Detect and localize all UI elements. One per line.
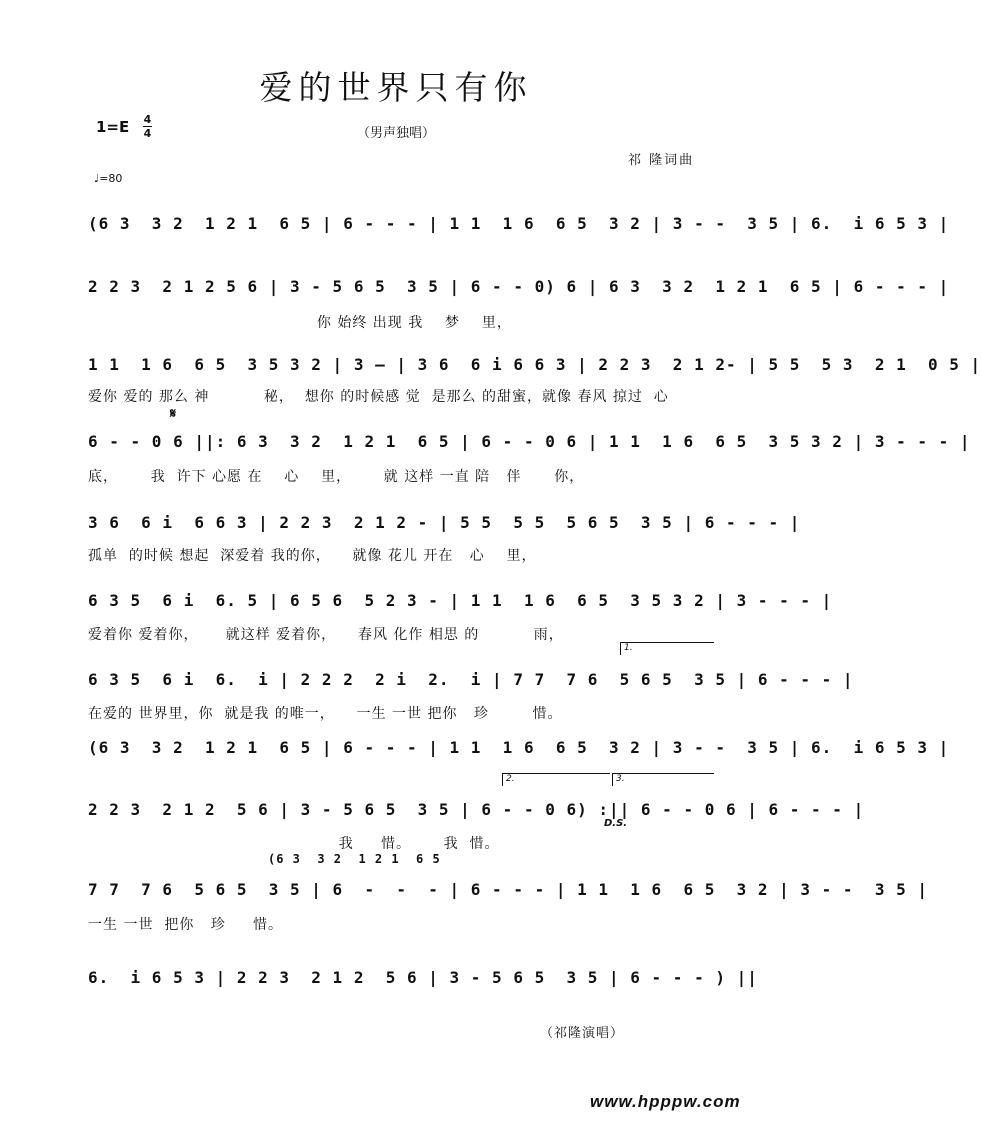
notation-row-8: (6 3 3 2 1 2 1 6 5 | 6 - - - | 1 1 1 6 6 5 3 2 | 3 - - 3 5 | 6. i 6 5 3 | bbox=[88, 738, 950, 757]
lyric-row-2: 你 始终 出现 我 梦 里， bbox=[88, 315, 512, 331]
notation-row-6: 6 3 5 6 i 6. 5 | 6 5 6 5 2 3 - | 1 1 1 6 6 5 3 5 3 2 | 3 - - - | bbox=[88, 591, 833, 610]
notation-row-4: 6 - - 0 6 ||: 6 3 3 2 1 2 1 6 5 | 6 - - 0 6 | 1 1 1 6 6 5 3 5 3 2 | 3 - - - | bbox=[88, 432, 971, 451]
segno-icon: 𝄋 bbox=[170, 406, 177, 422]
lyric-row-6: 爱着你 爱着你， 就这样 爱着你， 春风 化作 相思 的 雨， bbox=[88, 627, 564, 643]
voice-type: （男声独唱） bbox=[356, 126, 435, 141]
lyric-row-3: 爱你 爱的 那么 神 秘， 想你 的时候感 觉 是那么 的甜蜜，就像 春风 掠过 心 bbox=[88, 389, 669, 405]
tempo-mark: ♩=80 bbox=[94, 172, 123, 185]
notation-row-7: 6 3 5 6 i 6. i | 2 2 2 2 i 2. i | 7 7 7 6 5 6 5 3 5 | 6 - - - | bbox=[88, 670, 854, 689]
lyric-row-7: 在爱的 世界里，你 就是我 的唯一， 一生 一世 把你 珍 惜。 bbox=[88, 706, 563, 722]
volta-1: 1. bbox=[620, 642, 714, 655]
lyric-row-9: 我 惜。 我 惜。 bbox=[88, 836, 500, 852]
notation-row-9: 2 2 3 2 1 2 5 6 | 3 - 5 6 5 3 5 | 6 - - 0 6) :|| 6 - - 0 6 | 6 - - - | bbox=[88, 800, 865, 819]
volta-3: 3. bbox=[612, 773, 714, 786]
interlude-cue: (6 3 3 2 1 2 1 6 5 bbox=[268, 852, 441, 866]
volta-2: 2. bbox=[502, 773, 610, 786]
notation-row-10: 7 7 7 6 5 6 5 3 5 | 6 - - - | 6 - - - | 1 1 1 6 6 5 3 2 | 3 - - 3 5 | bbox=[88, 880, 928, 899]
notation-row-5: 3 6 6 i 6 6 3 | 2 2 3 2 1 2 - | 5 5 5 5 5 6 5 3 5 | 6 - - - | bbox=[88, 513, 801, 532]
time-sig-top: 4 bbox=[143, 113, 152, 126]
lyric-row-4: 底， 我 许下 心愿 在 心 里， 就 这样 一直 陪 伴 你， bbox=[88, 469, 585, 485]
time-sig-bottom: 4 bbox=[143, 127, 152, 140]
notation-row-2: 2 2 3 2 1 2 5 6 | 3 - 5 6 5 3 5 | 6 - - 0) 6 | 6 3 3 2 1 2 1 6 5 | 6 - - - | bbox=[88, 277, 950, 296]
notation-row-11: 6. i 6 5 3 | 2 2 3 2 1 2 5 6 | 3 - 5 6 5 3 5 | 6 - - - ) || bbox=[88, 968, 758, 987]
performer-credit: （祁隆演唱） bbox=[540, 1026, 625, 1041]
lyric-row-10: 一生 一世 把你 珍 惜。 bbox=[88, 917, 283, 933]
key-signature: 1=E bbox=[96, 118, 130, 136]
song-title: 爱的世界只有你 bbox=[259, 68, 533, 107]
composer-credit: 祁 隆词曲 bbox=[628, 153, 695, 168]
notation-row-3: 1 1 1 6 6 5 3 5 3 2 | 3 — | 3 6 6 i 6 6 3 | 2 2 3 2 1 2- | 5 5 5 3 2 1 0 5 | bbox=[88, 355, 981, 374]
dal-segno-mark: D.S. bbox=[604, 818, 628, 829]
website-watermark: www.hpppw.com bbox=[590, 1092, 741, 1111]
notation-row-1: (6 3 3 2 1 2 1 6 5 | 6 - - - | 1 1 1 6 6 5 3 2 | 3 - - 3 5 | 6. i 6 5 3 | bbox=[88, 214, 950, 233]
lyric-row-5: 孤单 的时候 想起 深爱着 我的你， 就像 花儿 开在 心 里， bbox=[88, 548, 537, 564]
